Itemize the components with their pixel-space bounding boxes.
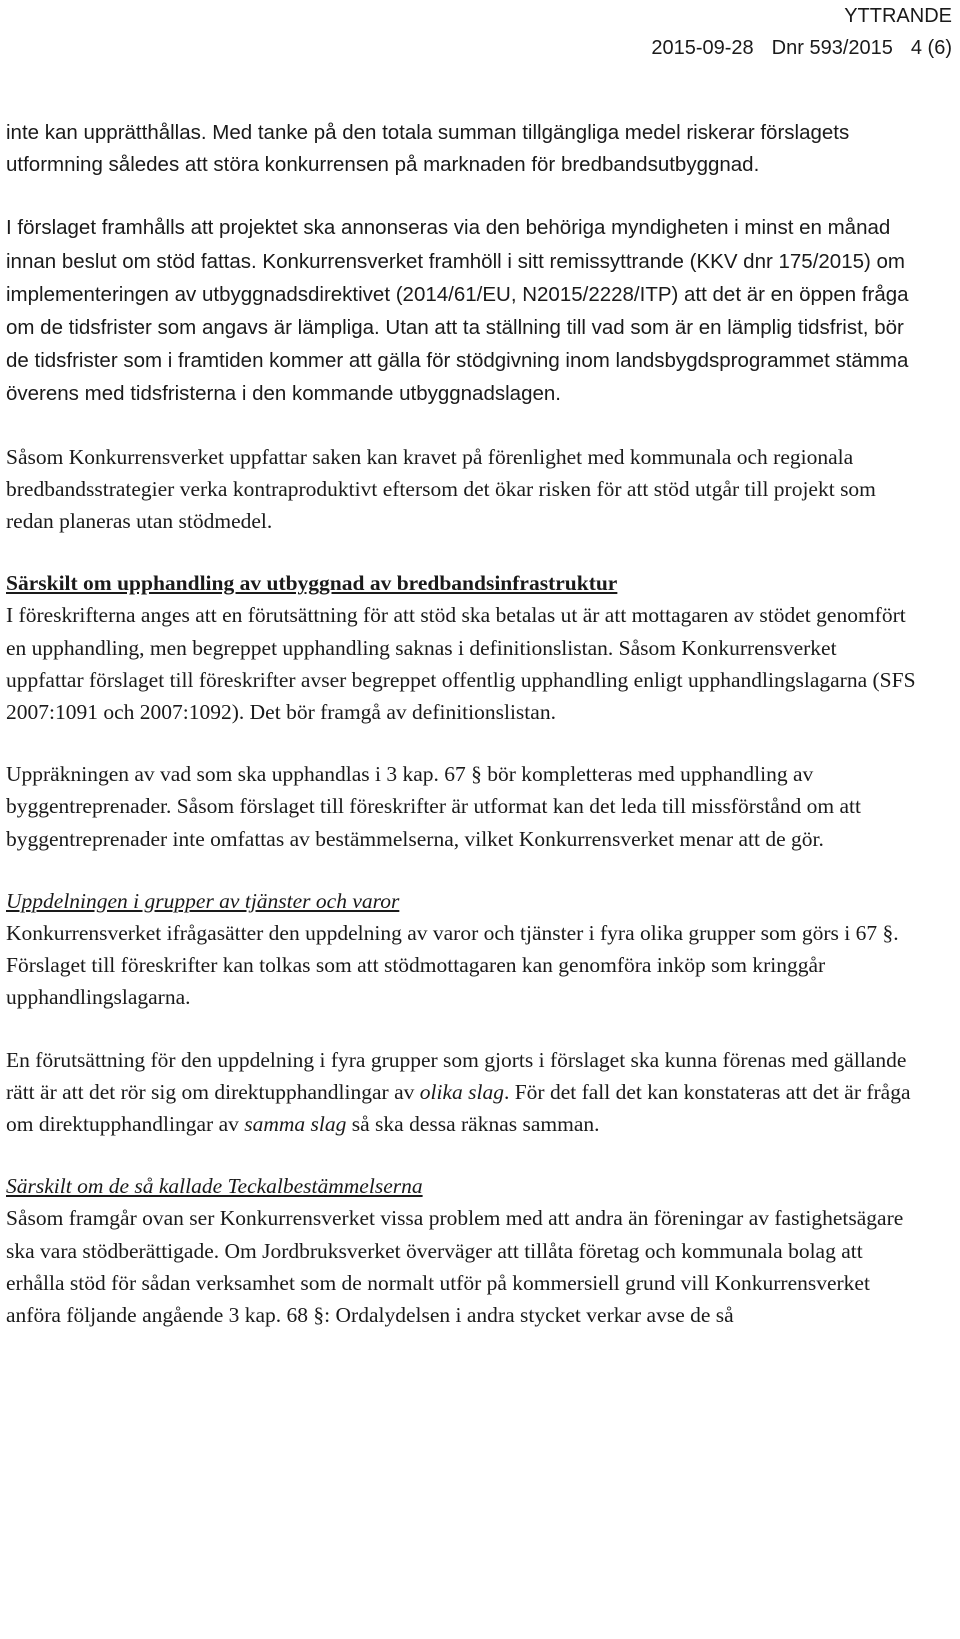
paragraph-4: I föreskrifterna anges att en förutsättning för att stöd ska betalas ut är att mottagaren av stödet genomfört en upphandling, men begreppet upphandling saknas i definitionslistan. Såsom Konkurrensverket uppfattar förslaget till föreskrifter avser begreppet offentlig upphandling enligt upphandlingslagarna (SFS 2007:1091 och 2007:1092). Det bör framgå av definitionslistan.: [6, 603, 916, 725]
paragraph-6: Konkurrensverket ifrågasätter den uppdelning av varor och tjänster i fyra olika grupper som görs i 67 §. Förslaget till föreskrifter kan tolkas som att stödmottagaren kan genomföra inköp som kringgår upphandlingslagarna.: [6, 921, 899, 1010]
paragraph-2-part-b: Konkurrensverket framhöll i sitt remissyttrande (KKV dnr 175/2015) om implementeringen av utbyggnadsdirektivet (2014/61/EU, N2015/2228/ITP) att det är en öppen fråga om de tidsfrister som angavs är lämpliga.: [6, 249, 909, 340]
paragraph-3: Såsom Konkurrensverket uppfattar saken kan kravet på förenlighet med kommunala och regionala bredbandsstrategier verka kontraproduktivt eftersom det ökar risken för att stöd utgår till projekt som redan planeras utan stödmedel.: [6, 444, 876, 534]
section-heading-upphandling: Särskilt om upphandling av utbyggnad av bredbandsinfrastruktur: [6, 571, 618, 596]
page-number: 4 (6): [910, 37, 952, 59]
paragraph-2: [6, 211, 916, 410]
section-heading-teckal: Särskilt om de så kallade Teckalbestämmelserna: [6, 1174, 423, 1199]
paragraph-1: inte kan upprätthållas. Med tanke på den totala summan tillgängliga medel riskerar förslagets utformning således att störa konkurrensen på marknaden för bredbandsutbyggnad.: [6, 121, 850, 177]
paragraph-2-part-c: Utan att ta ställning till vad som är en lämplig tidsfrist, bör de tidsfrister som i framtiden kommer att gälla för stödgivning inom landsbygdsprogrammet stämma överens med tidsfristerna i den kommande utbyggnadslagen.: [6, 316, 909, 406]
paragraph-2-part-a: I förslaget framhålls att projektet ska annonseras via den behöriga myndigheten i minst en månad innan beslut om stöd fattas.: [6, 216, 891, 273]
document-date: 2015-09-28: [651, 37, 754, 59]
paragraph-7-part-a: En förutsättning för den uppdelning i fyra grupper som gjorts i förslaget ska kunna förenas med gällande rätt är att det rör sig om direktupphandlingar av: [6, 1047, 907, 1104]
paragraph-7-emphasis-1: olika slag: [419, 1079, 504, 1104]
document-type: YTTRANDE: [844, 5, 952, 27]
section-heading-uppdelning: Uppdelningen i grupper av tjänster och varor: [6, 888, 400, 913]
paragraph-5: Uppräkningen av vad som ska upphandlas i 3 kap. 67 § bör kompletteras med upphandling av byggentreprenader. Såsom förslaget till föreskrifter är utformat kan det leda till missförstånd om att byggentreprenader inte omfattas av bestämmelserna, vilket Konkurrensverket menar att de gör.: [6, 762, 861, 851]
paragraph-7: [6, 1044, 916, 1141]
paragraph-7-part-c: så ska dessa räknas samman.: [346, 1112, 600, 1137]
paragraph-8: Såsom framgår ovan ser Konkurrensverket vissa problem med att andra än föreningar av fastighetsägare ska vara stödberättigade. Om Jordbruksverket överväger att tillåta företag och kommunala bolag att erhålla stöd för sådan verksamhet som de normalt utför på kommersiell grund vill Konkurrensverket anföra följande angående 3 kap. 68 §: Ordalydelsen i andra stycket verkar avse de så: [6, 1206, 904, 1328]
document-body: [6, 117, 916, 1331]
paragraph-7-emphasis-2: samma slag: [244, 1112, 347, 1137]
document-dnr: Dnr 593/2015: [771, 37, 893, 59]
document-header: [651, 0, 952, 64]
paragraph-7-part-b: . För det fall det kan konstateras att det är fråga om direktupphandlingar av: [6, 1079, 911, 1137]
document-meta: [651, 32, 952, 64]
